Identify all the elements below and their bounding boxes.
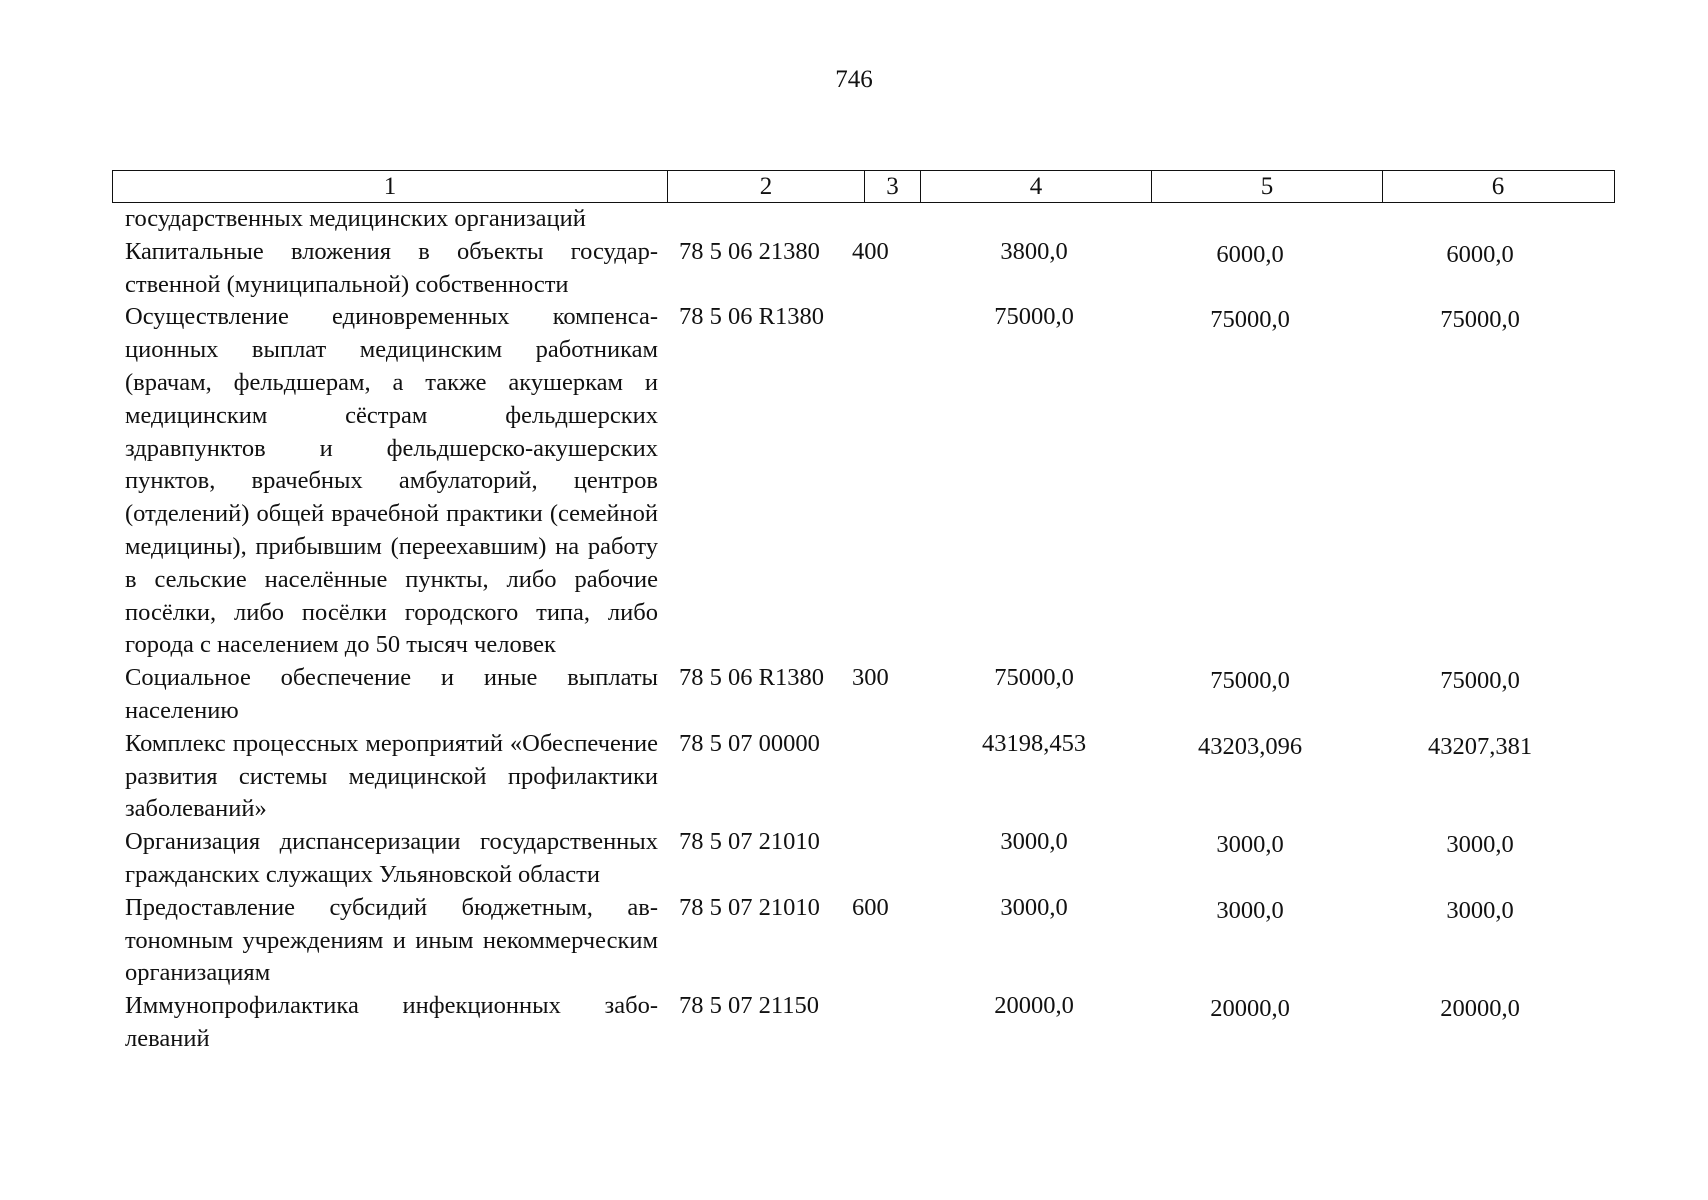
row-name: государственных медицинских организаций	[125, 205, 586, 232]
table-body	[125, 203, 1615, 1056]
table-row	[125, 662, 1615, 728]
table-row	[125, 203, 1615, 236]
row-value-5: 75000,0	[1210, 667, 1290, 695]
row-name: Комплекс процессных мероприятий «Обеспечение развития системы медицинской профилактики заболеваний»	[125, 729, 658, 823]
row-value-5: 3000,0	[1216, 896, 1284, 924]
row-code: 78 5 06 R1380	[679, 664, 824, 692]
row-value-5: 6000,0	[1216, 240, 1284, 268]
table-row	[125, 236, 1615, 302]
table-row	[125, 826, 1615, 892]
header-col-1: 1	[383, 173, 397, 200]
row-value-4: 3000,0	[1000, 828, 1068, 856]
table-row	[125, 728, 1615, 826]
row-value-4: 3800,0	[1000, 237, 1068, 265]
row-name: Социальное обеспечение и иные выплаты населению	[125, 664, 658, 724]
row-code: 78 5 06 21380	[679, 237, 820, 265]
row-name: Капитальные вложения в объекты государственной (муниципальной) собственности	[125, 237, 658, 298]
row-value-6: 3000,0	[1446, 831, 1514, 859]
row-value-6: 20000,0	[1440, 995, 1520, 1023]
row-value-6: 6000,0	[1446, 240, 1514, 268]
row-type: 400	[852, 237, 889, 265]
header-col-6: 6	[1382, 171, 1613, 202]
table-row	[125, 892, 1615, 990]
row-value-6: 3000,0	[1446, 896, 1514, 924]
row-name: Осуществление единовременных компенсационных выплат медицинским работникам (врачам, фельдшерам, а также акушеркам и медицинским сёстрам фельдшерских здравпунктов и фельдшерско-акушерских пунктов, врачебных амбулаторий, центров (отделений) общей врачебной практики (семейной медицины), прибывшим (переехавшим) на работу в сельские населённые пункты, либо рабочие посёлки, либо посёлки городского типа, либо города с населением до 50 тысяч человек	[125, 303, 658, 659]
row-name: Предоставление субсидий бюджетным, автономным учреждениям и иным некоммерческим организациям	[125, 893, 658, 987]
row-value-4: 43198,453	[981, 729, 1087, 757]
page-number: 746	[835, 66, 873, 93]
row-code: 78 5 07 21010	[679, 893, 820, 921]
row-value-4: 75000,0	[994, 303, 1074, 331]
row-name: Организация диспансеризации государственных гражданских служащих Ульяновской области	[125, 828, 658, 888]
row-type: 300	[852, 664, 889, 692]
row-code: 78 5 07 00000	[679, 729, 820, 757]
row-type: 600	[852, 893, 889, 921]
row-code: 78 5 07 21010	[679, 828, 820, 856]
row-value-6: 43207,381	[1427, 732, 1533, 760]
row-value-5: 43203,096	[1197, 732, 1303, 760]
header-col-3: 3	[864, 171, 920, 202]
header-col-5: 5	[1151, 171, 1382, 202]
header-col-2: 2	[667, 171, 864, 202]
header-col-4: 4	[920, 171, 1151, 202]
row-code: 78 5 06 R1380	[679, 303, 824, 331]
row-value-6: 75000,0	[1440, 667, 1520, 695]
row-value-4: 75000,0	[994, 664, 1074, 692]
row-value-6: 75000,0	[1440, 306, 1520, 334]
row-value-4: 3000,0	[1000, 893, 1068, 921]
row-code: 78 5 07 21150	[679, 992, 819, 1020]
row-value-5: 75000,0	[1210, 306, 1290, 334]
row-value-5: 20000,0	[1210, 995, 1290, 1023]
row-value-5: 3000,0	[1216, 831, 1284, 859]
row-value-4: 20000,0	[994, 992, 1074, 1020]
table-row	[125, 301, 1615, 662]
row-name: Иммунопрофилактика инфекционных заболеваний	[125, 992, 658, 1052]
table-row	[125, 990, 1615, 1056]
table-header	[112, 170, 1615, 203]
